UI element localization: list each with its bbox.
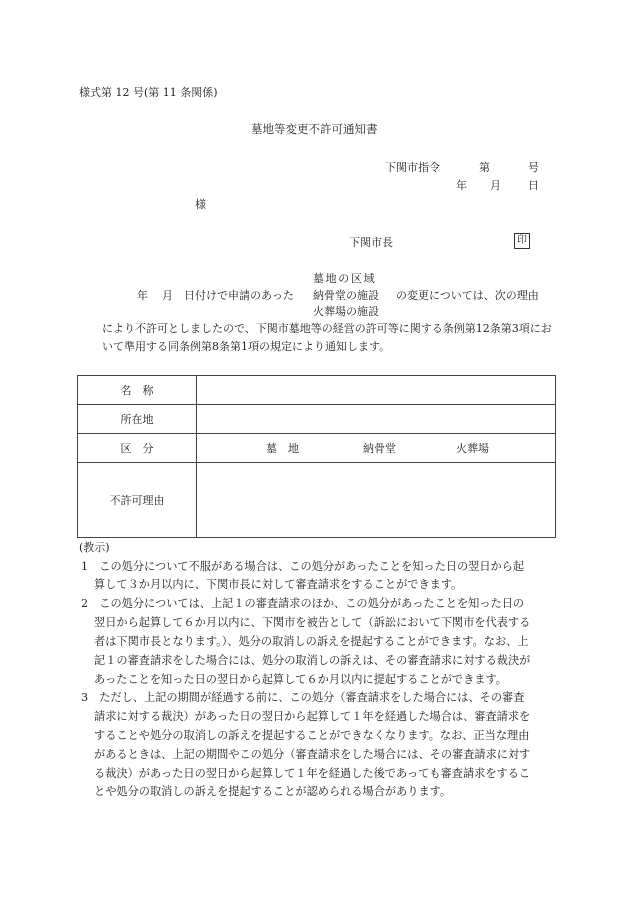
table-value-name[interactable]: [197, 376, 556, 405]
note-1-line-2: 算して３か月以内に、下関市長に対して審査請求をすることができます。: [94, 578, 463, 591]
body-application-date-text: 日付けで申請のあった: [184, 289, 294, 302]
date-day-label: 日: [528, 179, 539, 192]
body-line-2: により不許可としましたので、下関市墓地等の経営の許可等に関する条例第12条第3項にお: [102, 322, 552, 335]
table-row-reason: [78, 463, 556, 538]
type-option-ossuary[interactable]: 納骨堂: [363, 442, 396, 455]
note-3-line-3: することや処分の取消しの訴えを提起することができなくなります。なお、正当な理由: [94, 729, 530, 742]
table-value-reason[interactable]: [197, 463, 556, 538]
table-label-type: 区 分: [78, 434, 197, 463]
document-title: 墓地等変更不許可通知書: [251, 122, 378, 136]
body-month-label: 月: [162, 289, 173, 302]
note-2-line-3: 者は下関市長となります。）、処分の取消しの訴えを提起することができます。なお、上: [94, 635, 529, 648]
table-row-name: [78, 376, 556, 405]
body-year-label: 年: [137, 289, 148, 302]
note-3-line-1: 3 ただし、上記の期間が経過する前に、この処分（審査請求をした場合には、その審査: [81, 691, 525, 704]
note-2-line-4: 記１の審査請求をした場合には、処分の取消しの訴えは、その審査請求に対する裁決が: [94, 654, 531, 667]
body-line1-suffix: の変更については、次の理由: [396, 289, 539, 302]
note-2-line-1: 2 この処分については、上記１の審査請求のほか、この処分があったことを知った日の: [81, 597, 525, 610]
date-month-label: 月: [490, 179, 501, 192]
note-3-line-2: 請求に対する裁決）があった日の翌日から起算して１年を経過した場合は、審査請求を: [94, 710, 531, 723]
table-row-type: [78, 434, 556, 463]
sender-name: 下関市長: [349, 236, 393, 249]
note-2-line-2: 翌日から起算して６か月以内に、下関市を被告として（訴訟において下関市を代表する: [94, 616, 531, 629]
table-label-address: 所在地: [78, 405, 197, 434]
form-number: 様式第 12 号(第 11 条関係): [79, 86, 218, 99]
table-label-name: 名 称: [78, 376, 197, 405]
body-option-ossuary: 納骨堂の施設: [313, 289, 379, 302]
reference-city-prefix: 下関市指令: [385, 161, 440, 174]
note-3-line-4: があるときは、上記の期間やこの処分（審査請求をした場合には、その審査請求に対す: [94, 748, 531, 761]
reference-dai: 第: [479, 161, 490, 174]
body-option-cemetery-area: 墓地の区域: [313, 272, 377, 285]
table-label-reason: 不許可理由: [78, 463, 197, 538]
reference-go: 号: [528, 161, 539, 174]
info-table: [77, 375, 556, 538]
notes-header: (教示): [79, 541, 110, 554]
note-3-line-5: る裁決）があった日の翌日から起算して１年を経過した後であっても審査請求をするこ: [94, 767, 531, 780]
type-option-crematorium[interactable]: 火葬場: [456, 442, 489, 455]
note-3-line-6: とや処分の取消しの訴えを提起することが認められる場合があります。: [94, 785, 452, 798]
addressee-honorific: 様: [195, 198, 206, 211]
type-option-cemetery[interactable]: 墓 地: [266, 442, 299, 455]
note-1-line-1: 1 この処分について不服がある場合は、この処分があったことを知った日の翌日から起: [81, 560, 525, 573]
body-option-crematorium: 火葬場の施設: [313, 305, 379, 318]
note-2-line-5: あったことを知った日の翌日から起算して６か月以内に提起することができます。: [94, 673, 507, 686]
seal-stamp-box: 印: [514, 233, 530, 249]
date-year-label: 年: [456, 179, 467, 192]
body-line-3: いて準用する同条例第8条第1項の規定により通知します。: [102, 340, 391, 353]
table-value-address[interactable]: [197, 405, 556, 434]
table-value-type[interactable]: [197, 434, 556, 463]
table-row-address: [78, 405, 556, 434]
